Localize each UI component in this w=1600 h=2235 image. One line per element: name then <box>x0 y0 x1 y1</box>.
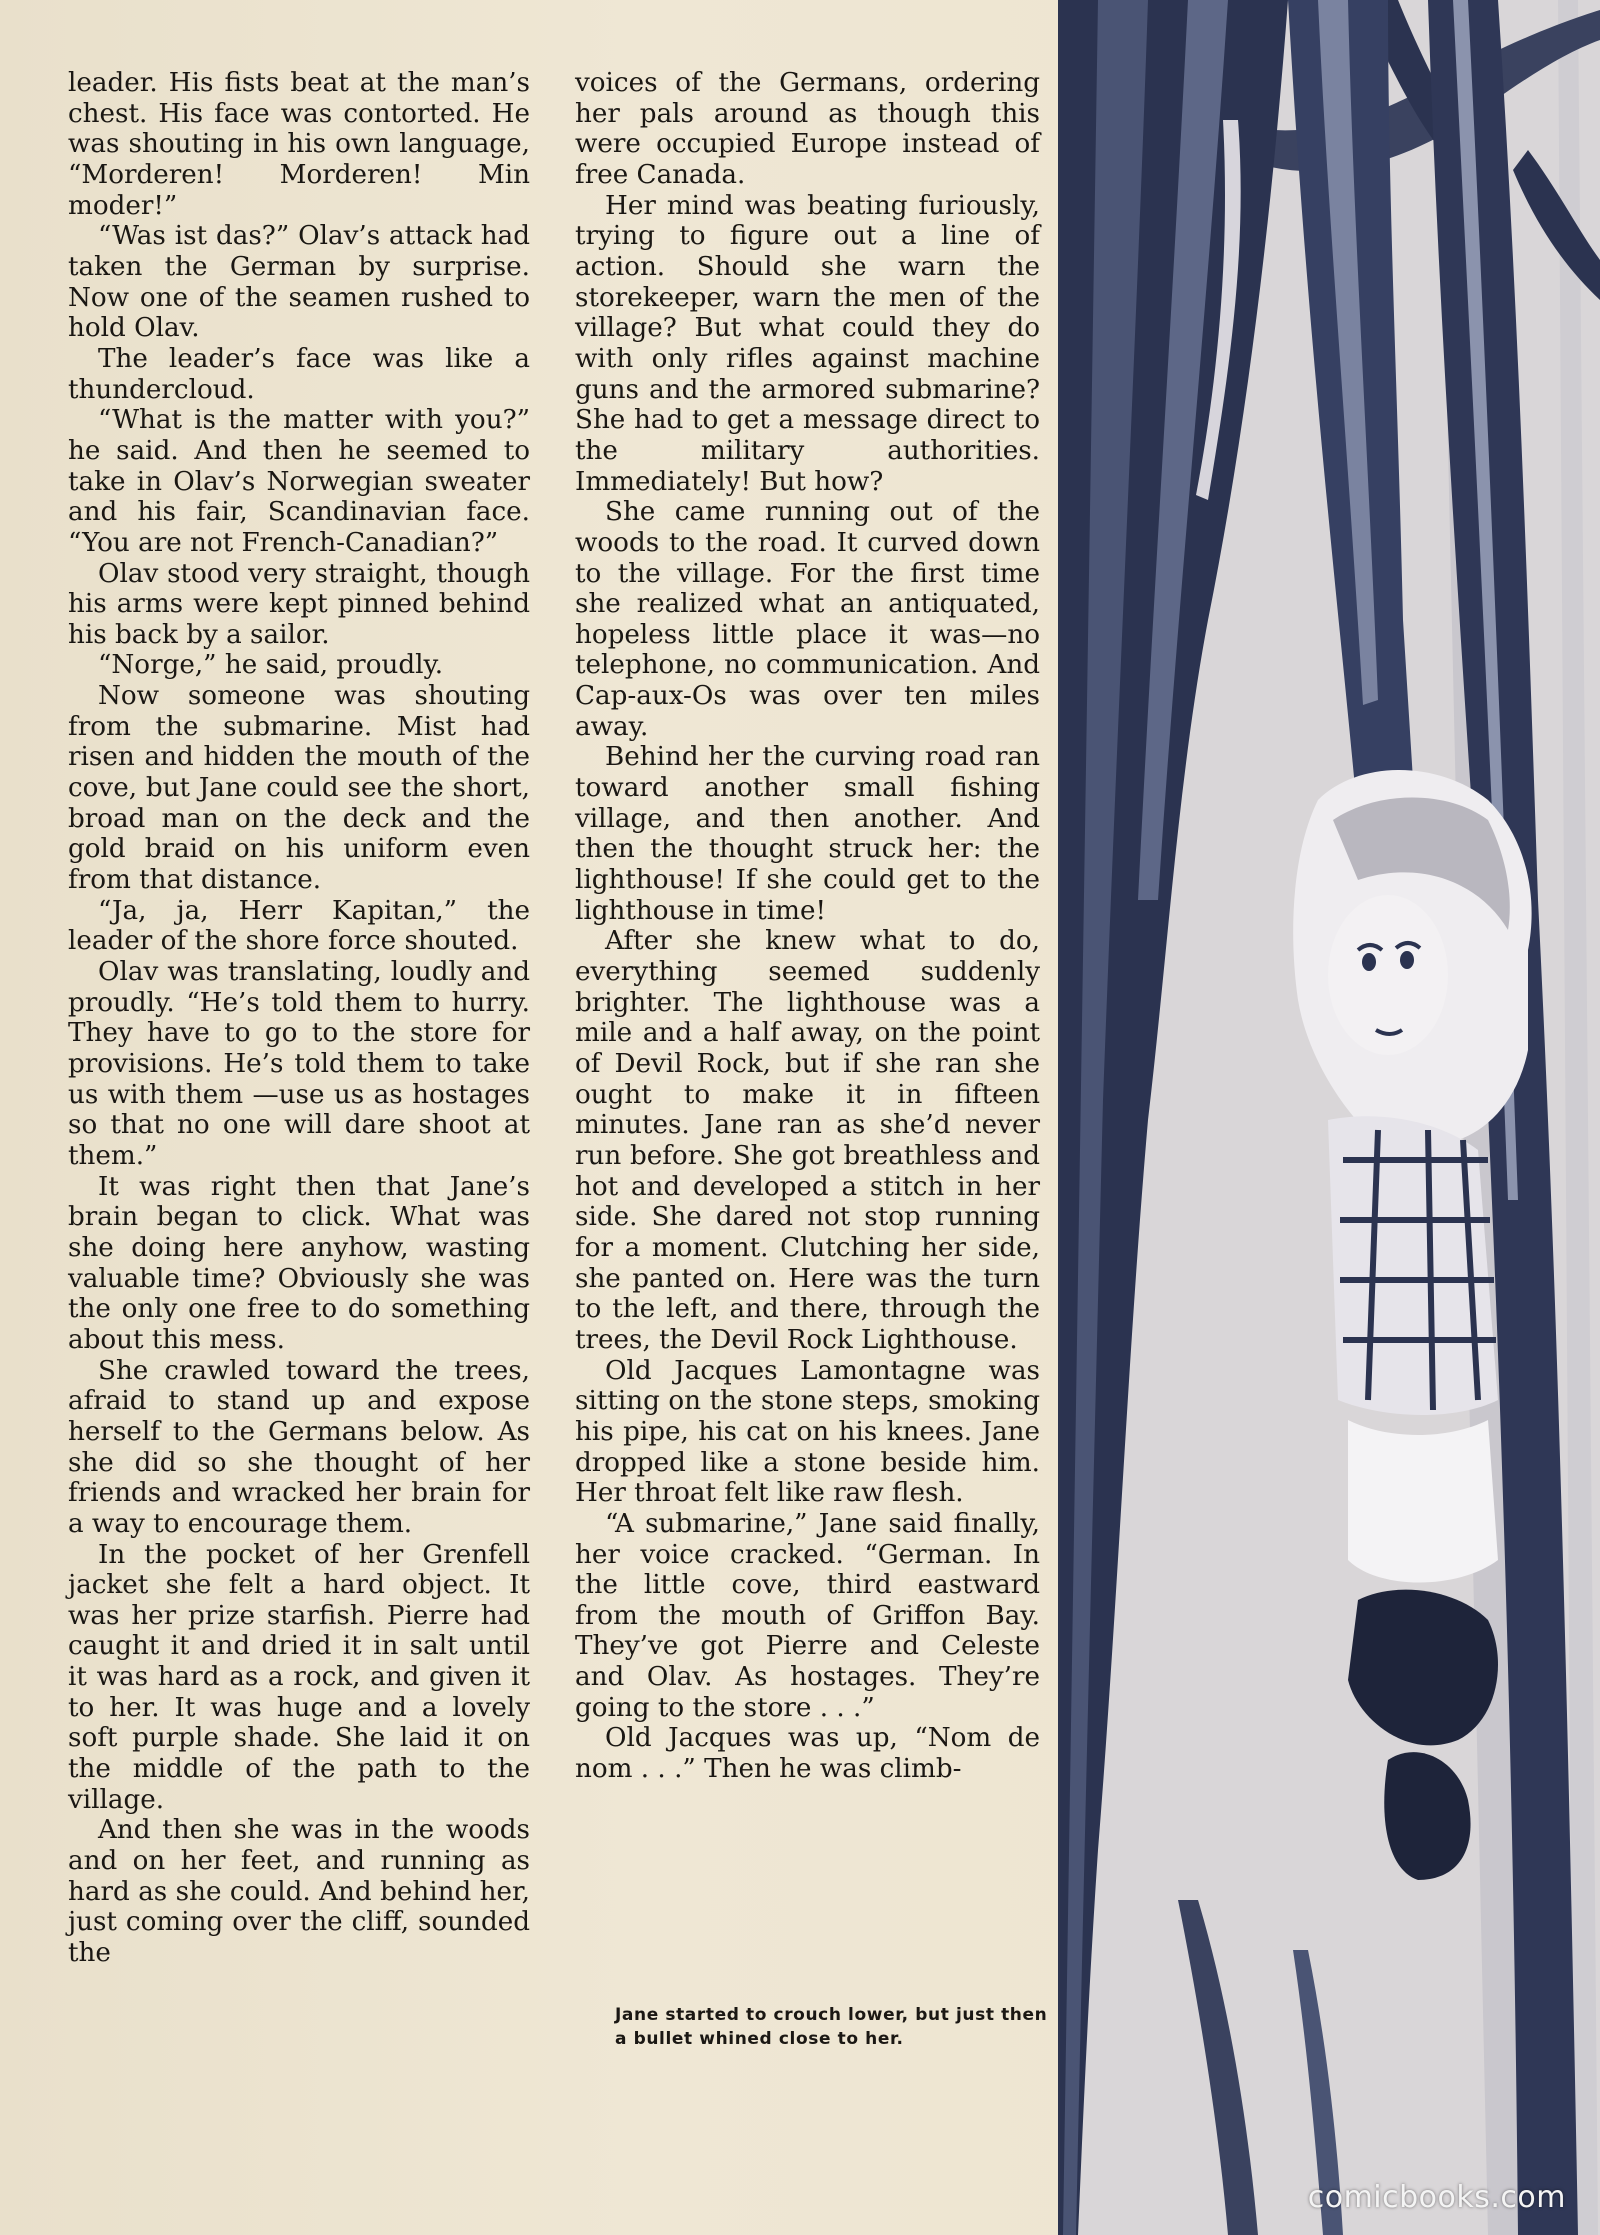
paragraph: After she knew what to do, everything seemed suddenly brighter. The lighthouse was a mile and a half away, on the point of Devil Rock, but if she ran she ought to make it in fifteen minutes. Jane ran as she’d never run before. She got breathless and hot and developed a stitch in her side. She dared not stop running for a moment. Clutching her side, she panted on. Here was the turn to the left, and there, through the trees, the Devil Rock Lighthouse. <box>575 926 1040 1355</box>
text-column-right <box>575 68 1040 1785</box>
paragraph: “Ja, ja, Herr Kapitan,” the leader of the shore force shouted. <box>68 895 530 957</box>
paragraph: Olav stood very straight, though his arms were kept pinned behind his back by a sailor. <box>68 558 530 650</box>
paragraph: “A submarine,” Jane said finally, her voice cracked. “German. In the little cove, third eastward from the mouth of Griffon Bay. They’ve got Pierre and Celeste and Olav. As hostages. They’re going to the store . . .” <box>575 1508 1040 1723</box>
paragraph: It was right then that Jane’s brain began to click. What was she doing here anyhow, wasting valuable time? Obviously she was the only one free to do something about this mess. <box>68 1171 530 1355</box>
paragraph: Olav was translating, loudly and proudly. “He’s told them to hurry. They have to go to the store for provisions. He’s told them to take us with them —use us as hostages so that no one will dare shoot at them.” <box>68 957 530 1171</box>
paragraph: Her mind was beating furiously, trying to figure out a line of action. Should she warn the storekeeper, warn the men of the village? But what could they do with only rifles against machine guns and the armored submarine? She had to get a message direct to the military authorities. Immediately! But how? <box>575 190 1040 497</box>
illustration-caption: Jane started to crouch lower, but just then a bullet whined close to her. <box>615 2005 1048 2049</box>
site-watermark: comicbooks.com <box>1307 2180 1566 2215</box>
paragraph: She came running out of the woods to the road. It curved down to the village. For the first time she realized what an antiquated, hopeless little place it was—no telephone, no communication. And Cap-aux-Os was over ten miles away. <box>575 497 1040 742</box>
paragraph: voices of the Germans, ordering her pals around as though this were occupied Europe instead of free Canada. <box>575 68 1040 190</box>
paragraph: In the pocket of her Grenfell jacket she felt a hard object. It was her prize starfish. Pierre had caught it and dried it in salt until it was hard as a rock, and given it to her. It was huge and a lovely soft purple shade. She laid it on the middle of the path to the village. <box>68 1539 530 1815</box>
paragraph: Old Jacques Lamontagne was sitting on the stone steps, smoking his pipe, his cat on his knees. Jane dropped like a stone beside him. Her throat felt like raw flesh. <box>575 1355 1040 1509</box>
paragraph: The leader’s face was like a thundercloud. <box>68 343 530 405</box>
paragraph: “Was ist das?” Olav’s attack had taken the German by surprise. Now one of the seamen rushed to hold Olav. <box>68 221 530 344</box>
paragraph: Behind her the curving road ran toward another small fishing village, and then another. And then the thought struck her: the lighthouse! If she could get to the lighthouse in time! <box>575 742 1040 926</box>
paragraph: She crawled toward the trees, afraid to stand up and expose herself to the Germans below. As she did so she thought of her friends and wracked her brain for a way to encourage them. <box>68 1355 530 1539</box>
paragraph: leader. His fists beat at the man’s chest. His face was contorted. He was shouting in his own language, “Morderen! Morderen! Min moder!” <box>68 68 530 221</box>
paragraph: “Norge,” he said, proudly. <box>98 650 444 681</box>
paragraph: Now someone was shouting from the submarine. Mist had risen and hidden the mouth of the cove, but Jane could see the short, broad man on the deck and the gold braid on his uniform even from that distance. <box>68 681 530 896</box>
paragraph: Old Jacques was up, “Nom de nom . . .” Then he was climb- <box>575 1723 1040 1785</box>
text-column-left <box>68 68 530 1969</box>
paragraph: “What is the matter with you?” he said. And then he seemed to take in Olav’s Norwegian sweater and his fair, Scandinavian face. “You are not French-Canadian?” <box>68 405 530 558</box>
paragraph: And then she was in the woods and on her feet, and running as hard as she could. And behind her, just coming over the cliff, sounded the <box>68 1815 530 1969</box>
illustration-art <box>1058 0 1600 2235</box>
illustration-girl-behind-tree <box>1058 0 1600 2235</box>
